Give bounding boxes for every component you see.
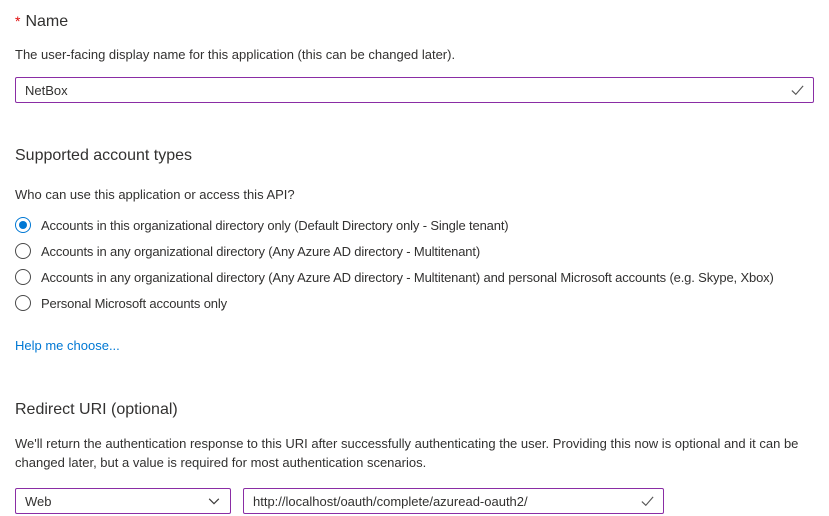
radio-button-icon[interactable] (15, 269, 31, 285)
radio-button-icon[interactable] (15, 295, 31, 311)
account-type-option-personal-only[interactable] (15, 290, 814, 316)
redirect-uri-input[interactable] (244, 489, 663, 513)
name-title-text: Name (25, 13, 69, 30)
name-input[interactable] (16, 78, 813, 102)
name-section-title (15, 10, 814, 33)
radio-button-icon[interactable] (15, 217, 31, 233)
account-types-question: Who can use this application or access this API? (15, 187, 295, 202)
account-types-section (15, 145, 814, 355)
required-asterisk: * (15, 13, 21, 29)
radio-button-icon[interactable] (15, 243, 31, 259)
platform-select-value: Web (25, 493, 52, 509)
name-input-box (15, 77, 814, 103)
account-type-option-multitenant[interactable] (15, 238, 814, 264)
radio-label: Personal Microsoft accounts only (41, 295, 227, 311)
checkmark-icon (640, 494, 655, 509)
account-type-option-multitenant-personal[interactable] (15, 264, 814, 290)
name-section (15, 10, 814, 103)
name-description: The user-facing display name for this application (this can be changed later). (15, 47, 456, 62)
help-me-choose-link[interactable]: Help me choose... (15, 338, 120, 353)
account-type-option-single-tenant[interactable] (15, 212, 814, 238)
redirect-uri-controls (15, 488, 814, 514)
redirect-uri-input-box (243, 488, 664, 514)
chevron-down-icon (207, 494, 221, 508)
platform-select[interactable] (15, 488, 231, 514)
account-types-title: Supported account types (15, 147, 193, 164)
radio-label: Accounts in this organizational directory only (Default Directory only - Single tenant) (41, 217, 509, 233)
redirect-uri-title: Redirect URI (optional) (15, 401, 178, 418)
redirect-uri-description: We'll return the authentication response to this URI after successfully authenticating the user. Providing this now is optional and it can be changed later, but a value is required for most authentication scenarios. (15, 436, 799, 470)
radio-label: Accounts in any organizational directory (Any Azure AD directory - Multitenant) and personal Microsoft accounts (e.g. Skype, Xbox) (41, 269, 774, 285)
checkmark-icon (790, 83, 805, 98)
redirect-uri-section (15, 399, 814, 514)
radio-label: Accounts in any organizational directory (Any Azure AD directory - Multitenant) (41, 243, 481, 259)
